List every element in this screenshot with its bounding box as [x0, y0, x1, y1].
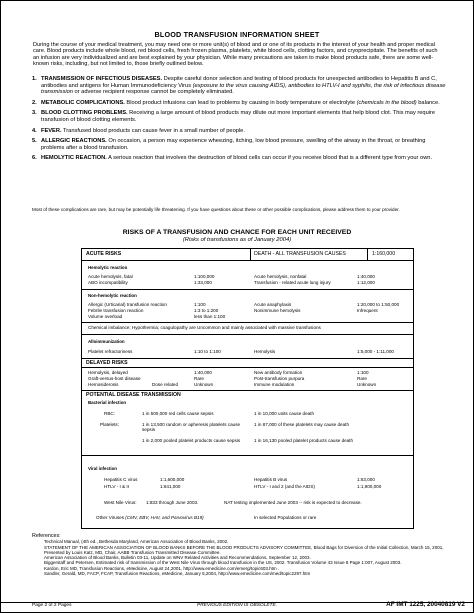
section-divider: [82, 289, 413, 290]
table-cell: Immune modulation: [254, 382, 295, 387]
table-cell: Allergic (Urticarial) transfusion reaction: [88, 302, 167, 307]
table-cell: Hemolysis, delayed: [88, 370, 128, 375]
other-viruses-label: Other Viruses: [96, 515, 124, 520]
risk-item-text: A serious reaction that involves the destruction of blood cells can occur if you receive blood that is a different type from your own.: [106, 155, 433, 162]
table-cell: 1:10 to 1:100: [194, 349, 221, 354]
risk-item-body: [41, 110, 446, 123]
page-title: BLOOD TRANSFUSION INFORMATION SHEET: [154, 30, 320, 39]
form-number: AF IMT 1225, 20040819 V2: [386, 601, 465, 608]
table-cell: Platelet refractoriness: [88, 349, 133, 354]
table-cell: 1:833 through June 2003.: [146, 500, 199, 505]
table-cell: 1 in 500,000 red cells cause sepsis: [142, 411, 214, 416]
table-cell: 1 in 16,130 pooled platelet products cause death: [254, 438, 354, 443]
table-cell: HTLV - I & II: [104, 484, 129, 489]
table-cell: Unknown: [357, 382, 377, 387]
table-cell: Volume overload: [88, 314, 123, 319]
table-cell: 1:641,000: [160, 484, 181, 489]
risk-item-number: 6.: [32, 155, 37, 162]
risk-item: [32, 100, 446, 107]
risk-item-heading: METABOLIC COMPLICATIONS.: [41, 99, 125, 106]
table-cell: RBC:: [104, 411, 115, 416]
table-cell: 1:100,000: [194, 274, 215, 279]
risk-item-body: [41, 76, 446, 96]
reference-item: Biggerstaff and Petersen, Estimated risk of transmission of the West Nile Virus through blood transfusion in the US, 2002. Transfusion Volume 43 Issue 8 Page 1:007, August 2003.: [44, 560, 402, 566]
risk-item: [32, 138, 446, 151]
potential-transmission-header: POTENTIAL DISEASE TRANSMISSION: [86, 392, 181, 398]
risk-item-heading: FEVER.: [41, 127, 62, 134]
note-paragraph: Most of these complications are rare, but may be potentially life threatening. If you have questions about these or other possible complications, please address them to your provider.: [32, 207, 400, 212]
viral-label: Viral infection: [88, 466, 117, 471]
risk-item-text: Transfused blood products can cause fever in a small number of people.: [61, 127, 245, 134]
risk-item-heading: BLOOD CLOTTING PROBLEMS.: [41, 110, 128, 117]
table-cell: Hemosiderosis: [88, 382, 119, 387]
header-divider: [250, 249, 251, 260]
table-cell: NAT testing implemented June 2003 -- risk is expected to decrease.: [224, 500, 362, 505]
table-cell: Unknown: [194, 382, 214, 387]
death-header-value: 1:160,000: [372, 251, 396, 257]
table-cell: 1:33,000: [194, 280, 212, 285]
references-heading: References:: [32, 533, 61, 539]
table-cell: HTLV - I and 2 (and the AIDS): [254, 484, 315, 489]
table-cell: Febrile transfusion reaction: [88, 308, 144, 313]
hemolytic-label: Hemolytic reaction: [88, 265, 128, 270]
risks-subtitle: (Risks of transfusions as of January 2004): [182, 237, 292, 243]
table-cell: Nonimmune hemolysis: [254, 308, 301, 313]
table-header: [82, 249, 413, 261]
section-divider: [82, 455, 413, 456]
section-divider: [82, 390, 413, 391]
risk-item-heading: HEMOLYTIC REACTION.: [41, 155, 107, 162]
death-header: DEATH - ALL TRANSFUSION CAUSES: [254, 251, 346, 257]
acute-risks-header: ACUTE RISKS: [86, 251, 122, 257]
reference-item: American Association of Blood Banks, Bulletin 03-11, Update on WNV Related Activities and Recommendations, September 12, 2003.: [44, 555, 311, 561]
table-cell: Transfusion - related acute lung injury: [254, 280, 331, 285]
risk-item: [32, 76, 446, 96]
table-cell: Hepatitis B virus: [254, 477, 288, 482]
table-cell: ABO incompatibility: [88, 280, 128, 285]
risk-item-body: [41, 100, 440, 107]
bacterial-label: Bacterial infection: [88, 400, 127, 405]
references: [32, 534, 452, 576]
risks-title: RISKS OF A TRANSFUSION AND CHANCE FOR EACH UNIT RECEIVED: [122, 229, 352, 236]
table-cell: New antibody formation: [254, 370, 303, 375]
risk-item-number: 2.: [32, 99, 37, 106]
table-cell: Acute anaphylaxis: [254, 302, 292, 307]
risk-item-heading: TRANSMISSION OF INFECTIOUS DISEASES.: [41, 76, 163, 82]
risk-item-text: Despite careful donor selection and testing of blood products for unexpected antibodies to Hepatitis B and C, antibodies and antigens for Human Immunodeficiency Virus: [41, 76, 437, 89]
table-cell: In selected Populations or rare: [254, 515, 317, 520]
risk-item-italic: (chemicals in the blood): [356, 99, 417, 106]
delayed-risks-header: DELAYED RISKS: [86, 360, 128, 366]
table-cell: Graft-versus-host disease: [88, 376, 141, 381]
table-cell: Acute hemolysis, fatal: [88, 274, 133, 279]
table-cell: 1 in 10,000 units cause death: [254, 411, 315, 416]
risk-item: [32, 110, 446, 123]
table-cell: Rare: [357, 376, 367, 381]
risks-table: [81, 248, 414, 529]
table-cell: Hepatitis C virus: [104, 477, 138, 482]
intro-paragraph: During the course of your medical treatment, you may need one or more unit(s) of blood and or one of its products in the interest of your health and proper medical care. Blood products include whole blood, red blood cells, fresh frozen plasma, platelets, white blood cells, clotting factors, and cryoprecipitate. The benefits of such an infusion are very individualized and are best explained by your physician. While many precautions are taken to make blood products safe, there are some well-known risks, including, but not limited to, those briefly outlined below.: [33, 42, 438, 68]
risk-item: [32, 128, 446, 135]
table-cell: West Nile Virus:: [104, 500, 137, 505]
risk-item-italic: (exposure to the virus causing AIDS), antibodies to HTLV-I and syphilis, the risk of infectious disease transmission: [41, 82, 446, 96]
table-cell: Post-transfusion purpura: [254, 376, 305, 381]
risk-item-text-end: balance.: [416, 99, 440, 106]
table-cell: 1:3 to 1:200: [194, 308, 219, 313]
table-cell: 1:100: [194, 302, 206, 307]
table-cell: Dose related: [152, 382, 179, 387]
alloimmunization-label: Alloimmunization: [88, 339, 125, 344]
table-cell: 1:12,000: [357, 280, 375, 285]
table-cell: Acute hemolysis, nonfatal: [254, 274, 307, 279]
reference-item: Sandler, Gerald, MD, FACP, FCAP, Transfusion Reactions, eMedicine, January 5,2004, http://www.emedicine.com/med/topic2297.htm: [44, 571, 311, 577]
table-cell: 1:40,000: [357, 274, 375, 279]
section-divider: [82, 322, 413, 323]
table-cell: 1:63,000: [357, 477, 375, 482]
header-divider: [367, 249, 368, 260]
risk-item-text: Receiving a large amount of blood products may dilute out more important elements that help blood clot. This may require transfusion of blood clotting elements.: [41, 110, 436, 123]
table-cell: 1:100: [357, 370, 369, 375]
table-cell: 1 in 13,500 random or apheresis platelets cause sepsis: [142, 422, 241, 432]
risk-item-number: 5.: [32, 138, 37, 145]
table-cell: Infrequent: [357, 308, 378, 313]
table-cell: 1:40,000: [194, 370, 212, 375]
section-divider: [82, 334, 413, 335]
table-cell: less than 1:100: [194, 314, 226, 319]
risk-list: [32, 76, 446, 166]
risk-item-body: [41, 138, 446, 151]
other-viruses-list: (CMV, EBV, HAV, and Parvovirus B19): [125, 515, 204, 520]
table-cell: Hemolysis: [254, 349, 276, 354]
table-cell: 1:5,000 - 1:11,000: [357, 349, 394, 354]
table-cell: 1:1,900,000: [357, 484, 382, 489]
risk-item-text-end: or adverse recipient response cannot be completely eliminated.: [72, 89, 234, 96]
risk-item-heading: ALLERGIC REACTIONS.: [41, 138, 107, 145]
risk-item-number: 1.: [32, 76, 37, 82]
table-cell: 1 in 2,000 pooled platelet products cause sepsis: [142, 438, 241, 443]
risk-item-body: [41, 128, 245, 135]
section-divider: [82, 358, 413, 359]
risk-item-text: Blood product infusions can lead to problems by causing in body temperature or electrolyte: [124, 99, 357, 106]
risk-item-number: 3.: [32, 110, 37, 117]
section-divider: [82, 367, 413, 368]
chemical-imbalance-text: Chemical imbalance; Hypothermia; coagulopathy are Uncommon and mainly associated with massive transfusions: [88, 325, 321, 330]
reference-item: Technical Manual, (4th ed., Bethesda Maryland, American Association of Blood Banks, 2002.: [44, 539, 229, 545]
table-cell: [96, 515, 204, 520]
nonhemolytic-label: Non-hemolytic reaction: [88, 293, 137, 298]
risk-item-number: 4.: [32, 127, 37, 134]
table-cell: 1 in 87,000 of these platelets may cause death: [254, 422, 350, 427]
table-cell: Platelets:: [100, 422, 119, 427]
table-cell: 1:20,000 to 1:50,000: [357, 302, 400, 307]
table-cell: 1:1,600,000: [160, 477, 185, 482]
reference-item: Kardon, Eric MD, Transfusion Reactions, eMedicine, August 24,2001, http://www.emedicine.com/emerg/topic603.htm .: [44, 565, 280, 571]
reference-item: STATEMENT OF THE AMERICAN ASSOCIATION OF BLOOD BANKS BEFORE THE BLOOD PRODUCTS ADVISORY COMMITTEE, Blood Bags for Diversion of the Initial Collection, March 15, 2001, Presented by Louis Katz, MD, Chair, AABB Transfusion Transmitted Disease Committee.: [44, 544, 444, 555]
obsolete-notice: PREVIOUS EDITION IS OBSOLETE.: [197, 603, 277, 608]
risk-item-text: On occasion, a person may experience wheezing, itching, low blood pressure, swelling of the airway in the throat, or breathing problems after a blood transfusion.: [41, 138, 426, 151]
table-cell: Rare: [194, 376, 204, 381]
risk-item: [32, 155, 446, 162]
page-number: Page 2 of 2 Pages: [32, 603, 72, 608]
risk-item-body: [41, 155, 432, 162]
